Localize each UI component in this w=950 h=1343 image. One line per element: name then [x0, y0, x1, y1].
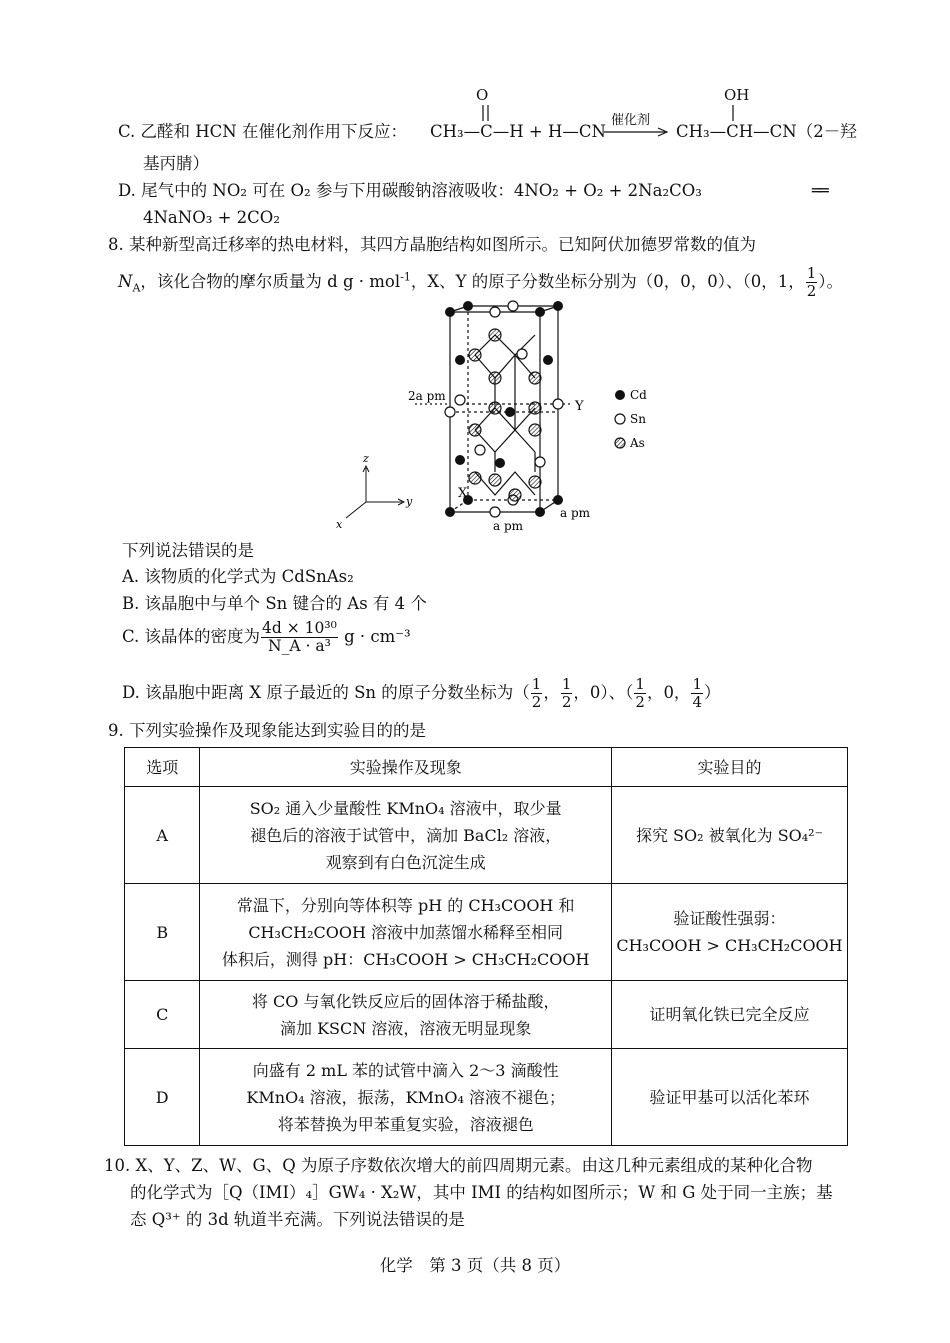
equals-sign: ══: [812, 181, 826, 200]
row-operation: 向盛有 2 mL 苯的试管中滴入 2～3 滴酸性 KMnO₄ 溶液，振荡，KMnO₄ 溶液不褪色； 将苯替换为甲苯重复实验，溶液褪色: [200, 1049, 612, 1146]
table-row: [125, 787, 848, 884]
avogadro-symbol: N: [118, 272, 133, 291]
legend-sn: Sn: [630, 412, 646, 426]
q8-option-c-text: C. 该晶体的密度为: [122, 627, 261, 646]
fraction-half-3: $\frac{1}{2}$: [635, 675, 645, 711]
q9-stem: 9. 下列实验操作及现象能达到实验目的的是: [108, 721, 426, 740]
row-option: C: [125, 981, 200, 1049]
legend-sn-marker: [615, 414, 625, 424]
legend-as: As: [630, 436, 645, 450]
fraction-quarter: $\frac{1}{4}$: [692, 675, 702, 711]
coordinates-text: ，X、Y 的原子分数坐标分别为（0，0，0）、（0，1，: [410, 272, 805, 291]
header-purpose: 实验目的: [611, 748, 847, 787]
experiment-table: [124, 747, 848, 1146]
header-option: 选项: [125, 748, 200, 787]
row-purpose: 证明氧化铁已完全反应: [611, 981, 847, 1049]
fraction-half-2: $\frac{1}{2}$: [561, 675, 572, 711]
q8-option-d: D. 该晶胞中距离 X 原子最近的 Sn 的原子分数坐标为（ $\frac{1}{2}$ ， $\frac{1}{2}$ ，0）、（ $\frac{1}{2}$ ，0， $\frac{1}{4}$ ）: [122, 675, 721, 711]
avogadro-subscript: A: [132, 281, 141, 295]
q8-stem-line2: [118, 265, 843, 300]
q8-stem-end: ）。: [818, 272, 843, 291]
page-footer: 化学 第 3 页（共 8 页）: [379, 1256, 571, 1275]
density-fraction: $\frac{\text{4d × 10³⁰}}{\text{N\_A · a³}}$: [262, 619, 337, 655]
row-purpose: 验证甲基可以活化苯环: [611, 1049, 847, 1146]
height-label: 2a pm: [408, 389, 446, 403]
q7-option-c-continued: 基丙腈）: [143, 154, 209, 173]
mol-superscript: -1: [400, 270, 411, 284]
table-row: [125, 981, 848, 1049]
q7-option-d-line1: D. 尾气中的 NO₂ 可在 O₂ 参与下用碳酸钠溶液吸收：4NO₂ + O₂ + 2Na₂CO₃: [118, 181, 702, 200]
q8-question: 下列说法错误的是: [122, 541, 254, 560]
row-purpose: 探究 SO₂ 被氧化为 SO₄²⁻: [611, 787, 847, 884]
q8-option-a: A. 该物质的化学式为 CdSnAs₂: [122, 567, 354, 586]
row-option: A: [125, 787, 200, 884]
hydroxyl-label: OH: [724, 86, 750, 104]
row-operation: SO₂ 通入少量酸性 KMnO₄ 溶液中，取少量 褪色后的溶液于试管中，滴加 BaCl₂ 溶液， 观察到有白色沉淀生成: [200, 787, 612, 884]
reaction-arrow: [603, 126, 671, 138]
molar-mass-text: ，该化合物的摩尔质量为 d g · mol: [140, 272, 401, 291]
q7-option-c-label: C. 乙醛和 HCN 在催化剂作用下反应：: [118, 122, 407, 141]
crystal-cell-figure: [330, 300, 660, 540]
axis-z-label: z: [363, 452, 369, 465]
fraction-half: $\frac{1}{2}$: [806, 264, 817, 300]
q8-option-d-text: D. 该晶胞中距离 X 原子最近的 Sn 的原子分数坐标为（: [122, 683, 530, 702]
density-unit: g · cm⁻³: [344, 627, 411, 646]
row-operation: 常温下，分别向等体积等 pH 的 CH₃COOH 和 CH₃CH₂COOH 溶液中加蒸馏水稀释至相同 体积后，测得 pH：CH₃COOH > CH₃CH₂COOH: [200, 884, 612, 981]
legend-cd-marker: [615, 390, 625, 400]
q8-stem-line1: 8. 某种新型高迁移率的热电材料，其四方晶胞结构如图所示。已知阿伏加德罗常数的值为: [108, 235, 756, 254]
table-row: [125, 884, 848, 981]
fraction-half-1: $\frac{1}{2}$: [531, 675, 542, 711]
carbonyl-o-label: O: [476, 86, 489, 104]
q8-option-b: B. 该晶胞中与单个 Sn 键合的 As 有 4 个: [122, 594, 427, 613]
row-option: B: [125, 884, 200, 981]
catalyst-label: 催化剂: [611, 113, 651, 128]
row-option: D: [125, 1049, 200, 1146]
legend-as-marker: [615, 438, 625, 448]
carbonyl-double-bond: [480, 103, 492, 123]
axis-x-label: x: [336, 518, 343, 531]
legend-cd: Cd: [630, 388, 647, 402]
q7-reactant: CH₃—C—H + H—CN: [430, 122, 606, 141]
q10-line2: 的化学式为［Q（IMI）₄］GW₄ · X₂W，其中 IMI 的结构如图所示；W 和 G 处于同一主族；基: [130, 1183, 833, 1202]
q8-option-c: [122, 620, 411, 655]
table-row: [125, 1049, 848, 1146]
q7-product: CH₃—CH—CN（2－羟: [676, 122, 857, 141]
atom-y-label: Y: [575, 399, 584, 414]
bottom-width-label: a pm: [493, 519, 524, 533]
axis-y-label: y: [406, 495, 413, 508]
q10-line1: 10. X、Y、Z、W、G、Q 为原子序数依次增大的前四周期元素。由这几种元素组成的某种化合物: [104, 1156, 813, 1175]
right-width-label: a pm: [560, 506, 591, 520]
hydroxyl-bond: [729, 103, 737, 123]
row-purpose: 验证酸性强弱： CH₃COOH > CH₃CH₂COOH: [611, 884, 847, 981]
q10-line3: 态 Q³⁺ 的 3d 轨道半充满。下列说法错误的是: [130, 1210, 465, 1229]
header-operation: 实验操作及现象: [200, 748, 612, 787]
row-operation: 将 CO 与氧化铁反应后的固体溶于稀盐酸， 滴加 KSCN 溶液，溶液无明显现象: [200, 981, 612, 1049]
q7-option-d-line2: 4NaNO₃ + 2CO₂: [143, 208, 280, 227]
table-header-row: [125, 748, 848, 787]
atom-x-label: X: [458, 486, 468, 501]
